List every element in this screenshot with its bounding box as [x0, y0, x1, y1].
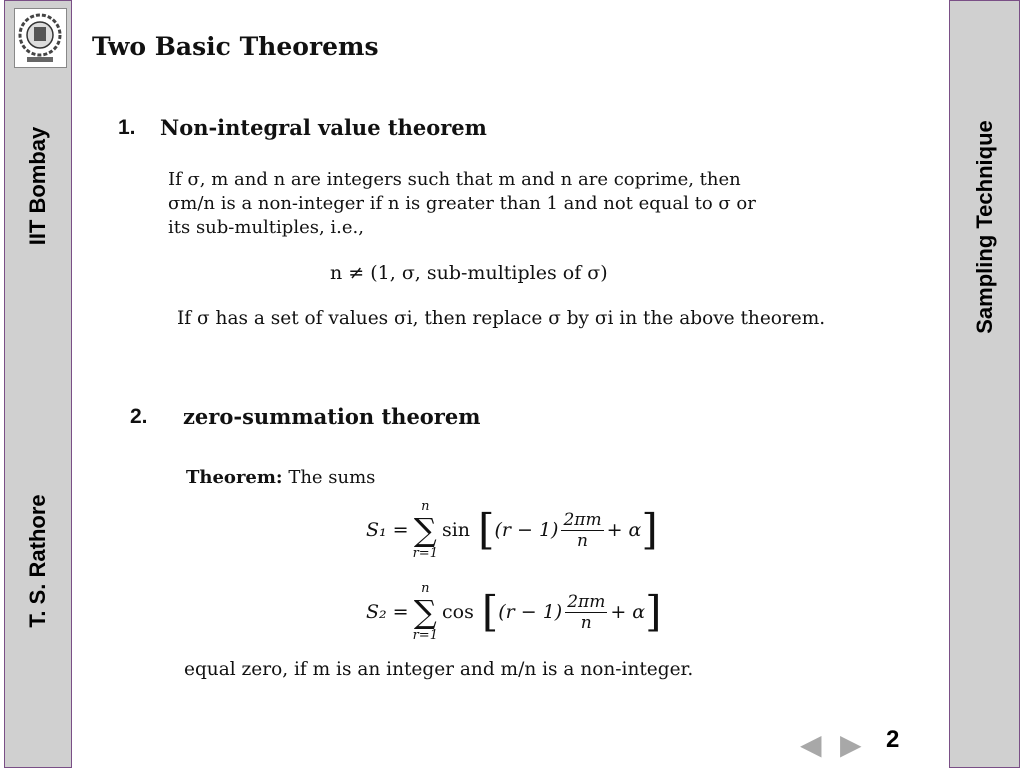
- institution-label: IIT Bombay: [25, 126, 50, 246]
- s1-lhs: S₁ =: [366, 519, 409, 541]
- s1-frac-denominator: n: [577, 530, 588, 551]
- theorem1-line-1: If σ, m and n are integers such that m and n are coprime, then: [168, 169, 741, 190]
- s2-term: (r − 1): [498, 601, 563, 623]
- left-sidebar: [4, 0, 72, 768]
- theorem2-intro: [186, 467, 375, 488]
- s1-fraction: [561, 510, 603, 551]
- iit-bombay-logo: [14, 8, 67, 68]
- s1-function: sin: [441, 519, 471, 541]
- theorem1-note: If σ has a set of values σi, then replace σ by σi in the above theorem.: [177, 308, 826, 329]
- s1-lower-limit: r=1: [412, 546, 438, 561]
- theorem1-heading: Non-integral value theorem: [160, 115, 487, 140]
- course-label: Sampling Technique: [971, 120, 997, 334]
- triangle-right-icon[interactable]: ▶: [840, 728, 862, 761]
- s2-lower-limit: r=1: [412, 628, 438, 643]
- theorem2-number: 2.: [130, 405, 148, 428]
- s2-frac-numerator: 2πm: [567, 591, 606, 612]
- theorem1-line-2: σm/n is a non-integer if n is greater than 1 and not equal to σ or: [168, 193, 756, 214]
- s2-upper-limit: n: [421, 581, 430, 596]
- theorem1-paragraph: [168, 168, 858, 240]
- right-sidebar: [949, 0, 1020, 768]
- theorem2-conclusion: equal zero, if m is an integer and m/n is a non-integer.: [184, 659, 694, 680]
- theorem1-number: 1.: [118, 116, 136, 139]
- s2-function: cos: [441, 601, 474, 623]
- slide-title: Two Basic Theorems: [92, 32, 379, 61]
- s2-fraction: [565, 592, 607, 633]
- s2-summation: n ∑ r=1: [412, 581, 438, 643]
- s1-term: (r − 1): [494, 519, 559, 541]
- s1-summation: n ∑ r=1: [412, 499, 438, 561]
- equation-s1: S₁ = n ∑ r=1 sin [ (r − 1) $\frac{2\pi m}{n}$ + α ]: [366, 499, 658, 561]
- author-label: T. S. Rathore: [25, 494, 50, 628]
- s1-upper-limit: n: [421, 499, 430, 514]
- theorem1-condition: n ≠ (1, σ, sub-multiples of σ): [330, 262, 608, 284]
- page-number: 2: [886, 726, 900, 753]
- theorem2-intro-bold: Theorem:: [186, 467, 283, 488]
- theorem2-heading: zero-summation theorem: [183, 404, 481, 429]
- theorem1-line-3: its sub-multiples, i.e.,: [168, 217, 364, 238]
- triangle-left-icon[interactable]: ◀: [800, 728, 822, 761]
- theorem2-intro-text: The sums: [288, 467, 376, 488]
- s2-tail: + α: [610, 601, 646, 623]
- s2-lhs: S₂ =: [366, 601, 409, 623]
- equation-s2: S₂ = n ∑ r=1 cos [ (r − 1) $\frac{2\pi m}{n}$ + α ]: [366, 581, 662, 643]
- s1-frac-numerator: 2πm: [563, 509, 602, 530]
- s1-tail: + α: [606, 519, 642, 541]
- s2-frac-denominator: n: [580, 612, 592, 633]
